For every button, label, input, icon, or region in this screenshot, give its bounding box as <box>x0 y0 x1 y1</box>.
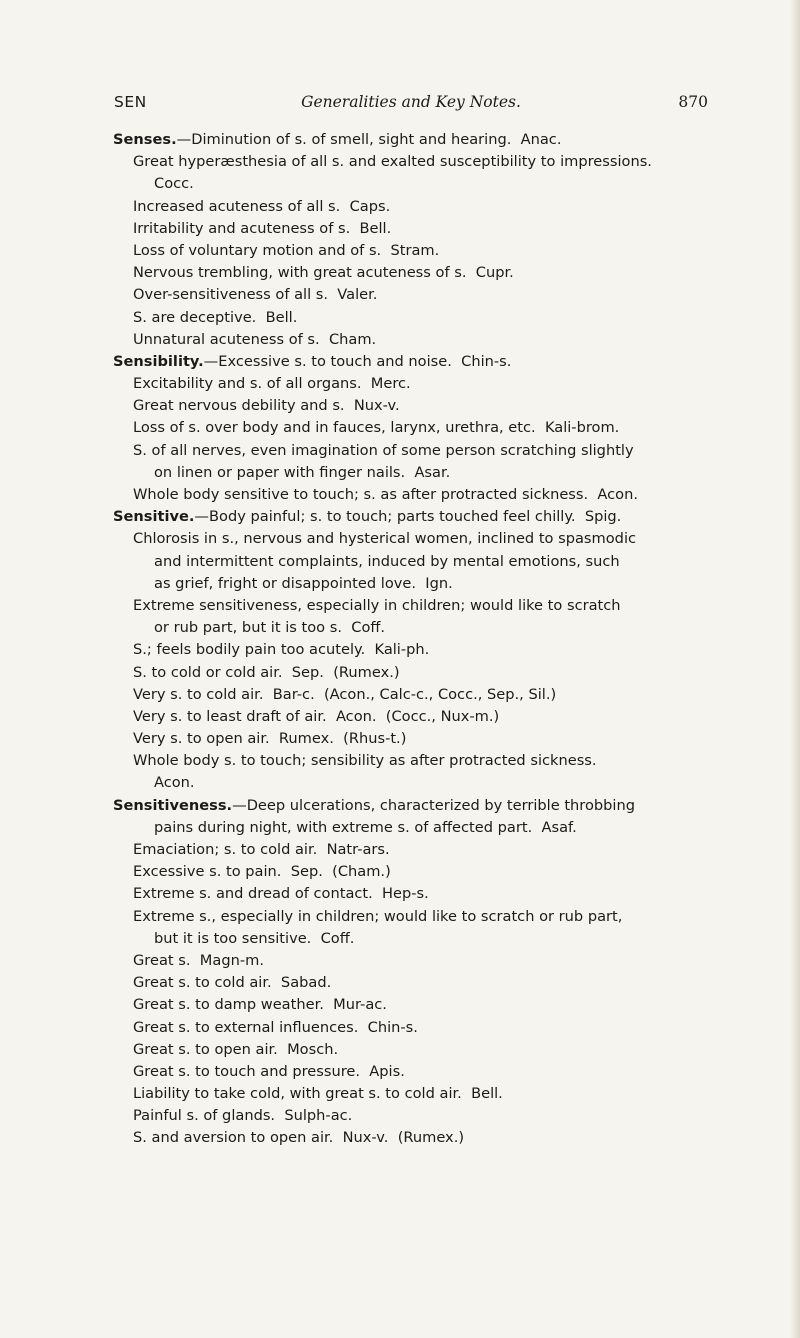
entry-text: Cocc. <box>154 175 194 193</box>
page-edge-shadow <box>790 0 800 1338</box>
entry-line <box>113 173 723 195</box>
rubric-keyword: Sensitive. <box>113 508 195 526</box>
entry-line <box>113 1017 723 1039</box>
entry-text: Whole body s. to touch; sensibility as after protracted sickness. <box>133 752 597 770</box>
entry-line <box>113 617 723 639</box>
header-section-abbrev: SEN <box>114 93 147 111</box>
entry-line <box>113 1127 723 1149</box>
entry-text: Great s. to cold air. Sabad. <box>133 974 332 992</box>
header-title: Generalities and Key Notes. <box>301 93 521 111</box>
entry-text: Extreme s. and dread of contact. Hep-s. <box>133 885 429 903</box>
entry-text: S. and aversion to open air. Nux-v. (Rumex.) <box>133 1129 465 1147</box>
entry-line <box>113 1083 723 1105</box>
entry-text: S. to cold or cold air. Sep. (Rumex.) <box>133 663 400 681</box>
entry-line <box>113 551 723 573</box>
entry-line <box>113 1105 723 1127</box>
entry-line <box>113 151 723 173</box>
running-header <box>114 93 708 115</box>
entry-line <box>113 639 723 661</box>
entry-line <box>113 196 723 218</box>
entry-line <box>113 906 723 928</box>
entry-text: Great s. to damp weather. Mur-ac. <box>133 996 387 1014</box>
entry-text: Painful s. of glands. Sulph-ac. <box>133 1107 353 1125</box>
entry-line <box>113 417 723 439</box>
entry-text: Great s. to external influences. Chin-s. <box>133 1018 418 1036</box>
entry-text: Over-sensitiveness of all s. Valer. <box>133 286 378 304</box>
entry-line <box>113 528 723 550</box>
entry-line <box>113 1061 723 1083</box>
entry-line <box>113 928 723 950</box>
entry-line <box>113 706 723 728</box>
entry-line <box>113 662 723 684</box>
entry-line <box>113 262 723 284</box>
rubric-heading-line <box>113 129 723 151</box>
entry-text: S. of all nerves, even imagination of some person scratching slightly <box>133 441 634 459</box>
entry-line <box>113 462 723 484</box>
entry-line <box>113 1039 723 1061</box>
entry-text: Extreme sensitiveness, especially in children; would like to scratch <box>133 596 621 614</box>
entry-text: Great nervous debility and s. Nux-v. <box>133 397 400 415</box>
rubric-heading-line <box>113 795 723 817</box>
rubric-keyword: Sensitiveness. <box>113 796 233 814</box>
entry-line <box>113 972 723 994</box>
entry-text: and intermittent complaints, induced by mental emotions, such <box>154 552 620 570</box>
entry-text: —Deep ulcerations, characterized by terrible throbbing <box>232 796 635 814</box>
entry-text: Chlorosis in s., nervous and hysterical women, inclined to spasmodic <box>133 530 637 548</box>
entry-text: Emaciation; s. to cold air. Natr-ars. <box>133 841 390 858</box>
entry-line <box>113 284 723 306</box>
entry-text: Great s. to touch and pressure. Apis. <box>133 1062 405 1080</box>
rubric-heading-line <box>113 506 723 528</box>
entry-text: Very s. to cold air. Bar-c. (Acon., Calc-c., Cocc., Sep., Sil.) <box>133 685 557 703</box>
entry-line <box>113 772 723 794</box>
entry-line <box>113 883 723 905</box>
rubric-keyword: Senses. <box>113 131 177 148</box>
entry-text: Great s. Magn-m. <box>133 951 264 969</box>
entry-text: Great hyperæsthesia of all s. and exalted susceptibility to impressions. <box>133 153 652 171</box>
entry-line <box>113 728 723 750</box>
entry-text: as grief, fright or disappointed love. Ign. <box>154 574 453 592</box>
entry-line <box>113 373 723 395</box>
entry-line <box>113 240 723 262</box>
entry-line <box>113 329 723 351</box>
rubric-keyword: Sensibility. <box>113 352 204 370</box>
entry-text: Nervous trembling, with great acuteness of s. Cupr. <box>133 264 514 282</box>
entry-line <box>113 950 723 972</box>
entry-line <box>113 595 723 617</box>
entry-line <box>113 395 723 417</box>
entry-line <box>113 817 723 839</box>
entry-text: —Excessive s. to touch and noise. Chin-s. <box>203 352 512 370</box>
entry-text: S. are deceptive. Bell. <box>133 308 298 326</box>
entry-text: Excessive s. to pain. Sep. (Cham.) <box>133 863 391 881</box>
entry-text: —Diminution of s. of smell, sight and hearing. Anac. <box>176 131 562 148</box>
entry-text: but it is too sensitive. Coff. <box>154 929 355 947</box>
entry-text: Acon. <box>154 774 195 792</box>
entry-text: Increased acuteness of all s. Caps. <box>133 197 391 215</box>
entry-line <box>113 684 723 706</box>
repertory-text <box>113 129 723 1150</box>
entry-line <box>113 218 723 240</box>
entry-text: or rub part, but it is too s. Coff. <box>154 619 386 637</box>
entry-text: Extreme s., especially in children; would like to scratch or rub part, <box>133 907 623 925</box>
entry-text: Very s. to open air. Rumex. (Rhus-t.) <box>133 730 407 748</box>
rubric-heading-line <box>113 351 723 373</box>
entry-text: on linen or paper with finger nails. Asar. <box>154 463 451 481</box>
entry-text: S.; feels bodily pain too acutely. Kali-ph. <box>133 641 430 659</box>
page-number: 870 <box>678 93 708 111</box>
entry-text: pains during night, with extreme s. of affected part. Asaf. <box>154 818 577 836</box>
entry-text: Whole body sensitive to touch; s. as after protracted sickness. Acon. <box>133 486 638 503</box>
entry-text: Liability to take cold, with great s. to cold air. Bell. <box>133 1085 503 1103</box>
entry-text: Loss of voluntary motion and of s. Stram. <box>133 241 440 259</box>
entry-line <box>113 484 723 506</box>
entry-text: Unnatural acuteness of s. Cham. <box>133 330 377 348</box>
entry-text: Loss of s. over body and in fauces, larynx, urethra, etc. Kali-brom. <box>133 419 620 437</box>
entry-text: Very s. to least draft of air. Acon. (Cocc., Nux-m.) <box>133 707 500 725</box>
entry-text: Irritability and acuteness of s. Bell. <box>133 219 392 237</box>
entry-line <box>113 573 723 595</box>
entry-line <box>113 307 723 329</box>
entry-text: Excitability and s. of all organs. Merc. <box>133 375 411 393</box>
entry-text: —Body painful; s. to touch; parts touched feel chilly. Spig. <box>194 508 622 526</box>
entry-line <box>113 839 723 861</box>
entry-line <box>113 994 723 1016</box>
entry-line <box>113 861 723 883</box>
entry-line <box>113 440 723 462</box>
entry-line <box>113 750 723 772</box>
entry-text: Great s. to open air. Mosch. <box>133 1040 339 1058</box>
